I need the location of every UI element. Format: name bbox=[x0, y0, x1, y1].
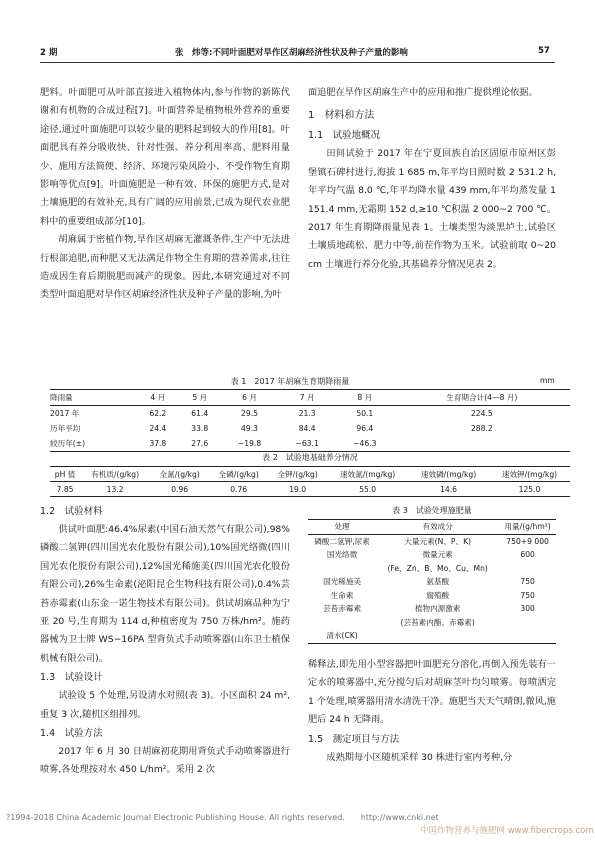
table-cell: 96.4 bbox=[356, 424, 374, 433]
table-cell bbox=[499, 562, 556, 576]
table-cell: 55.0 bbox=[359, 484, 377, 494]
table-header: 8 月 bbox=[357, 393, 373, 402]
table-header: 7 月 bbox=[299, 393, 315, 402]
table-row bbox=[308, 562, 556, 576]
table-row bbox=[50, 482, 570, 497]
table-header: 全磷/(g/kg) bbox=[218, 469, 259, 479]
right-column-upper bbox=[308, 84, 556, 274]
table-cell: 国光稀施美 bbox=[323, 577, 362, 587]
table-header: 有效成分 bbox=[422, 522, 453, 532]
soil-nutrient-table bbox=[50, 466, 570, 497]
table-cell: 300 bbox=[520, 604, 535, 614]
running-title: 张 炜等:不同叶面肥对旱作区胡麻经济性状及种子产量的影响 bbox=[175, 48, 408, 58]
table-cell: 125.0 bbox=[518, 484, 541, 494]
table-cell: 植物内源激素 bbox=[414, 604, 461, 614]
paragraph: 供试叶面肥:46.4%尿素(中国石油天然气有限公司),98%磷酸二氢钾(四川国光农化股份有限公司),10%国光络微(四川国光农化股份有限公司),12%国光稀施美(四川国光农化股份有限公司),26%生命素(泌阳昆仑生物科技有限公司),0.4%芸苔赤霉素(山东金一诺生物技术有限公司)。供试胡麻品种为宁亚 20 号,生育期为 114 d,种植密度为 750 万株/hm²。施药器械为卫士牌 WS−16PA 型背负式手动喷雾器(山东卫士植保机械有限公司)。 bbox=[40, 524, 290, 664]
table-header: 降雨量 bbox=[50, 393, 73, 402]
table-row bbox=[308, 548, 556, 562]
table-header: 速效氮/(mg/kg) bbox=[339, 469, 396, 479]
subsection-heading: 1.5 测定项目与方法 bbox=[308, 733, 400, 745]
table-cell bbox=[308, 562, 376, 576]
table-cell: 芸苔赤霉素 bbox=[323, 604, 362, 614]
table-cell: 微量元素 bbox=[422, 550, 453, 560]
section-heading: 1 材料和方法 bbox=[308, 110, 375, 122]
table-cell: 27.6 bbox=[191, 439, 209, 448]
treatment-table bbox=[308, 519, 556, 644]
table-cell: 84.4 bbox=[298, 424, 316, 433]
table1-unit: mm bbox=[540, 376, 555, 385]
copyright-footer: ?1994-2018 China Academic Journal Electronic Publishing House. All rights reserved. http://www.cnki.net bbox=[6, 813, 439, 822]
table-cell: 50.1 bbox=[356, 409, 374, 418]
table-cell: 氨基酸 bbox=[426, 577, 450, 587]
left-column-lower bbox=[40, 502, 290, 780]
table-cell: 600 bbox=[520, 550, 535, 560]
paragraph: 2017 年 6 月 30 日胡麻初花期用背负式手动喷雾器进行喷雾,各处理按对水 450 L/hm²。采用 2 次 bbox=[40, 746, 290, 776]
table-header: 用量/(g/hm²) bbox=[504, 522, 551, 532]
paragraph: 成熟期每小区随机采样 30 株进行室内考种,分 bbox=[326, 751, 513, 763]
table-cell: 24.4 bbox=[149, 424, 167, 433]
table-cell: 13.2 bbox=[106, 484, 124, 494]
table-header: 4 月 bbox=[150, 393, 166, 402]
table-cell: 0.76 bbox=[230, 484, 248, 494]
table-header: 速效磷/(mg/kg) bbox=[420, 469, 477, 479]
table-cell: (Fe、Zn、B、Mo、Cu、Mn) bbox=[387, 563, 488, 573]
table-cell: −19.8 bbox=[237, 439, 262, 448]
issue-number: 2 期 bbox=[40, 48, 58, 58]
table3-caption: 表 3 试验处理施肥量 bbox=[392, 506, 472, 515]
table-row bbox=[50, 421, 570, 436]
table-cell: −63.1 bbox=[295, 439, 319, 448]
table-cell: 62.2 bbox=[149, 409, 167, 418]
table-cell: 历年平均 bbox=[50, 424, 81, 433]
table-header: 生育期合计(4—8 月) bbox=[446, 393, 518, 402]
table-cell bbox=[376, 629, 499, 643]
table-cell: 2017 年 bbox=[50, 409, 80, 418]
table-cell: 7.85 bbox=[56, 484, 74, 494]
table-cell bbox=[308, 616, 376, 630]
subsection-heading: 1.1 试验地概况 bbox=[308, 130, 381, 142]
table-cell: (芸苔素内酯、赤霉素) bbox=[400, 617, 475, 627]
table-row bbox=[308, 629, 556, 643]
table-cell: 清水(CK) bbox=[326, 631, 358, 641]
paragraph: 田间试验于 2017 年在宁夏回族自治区固原市原州区彭堡镇石碑村进行,海拔 1 685 m,年平均日照时数 2 531.2 h,年平均气温 8.0 ℃,年平均降水量 439 mm,年平均蒸发量 1 151.4 mm,无霜期 152 d,≥10 ℃积温 2 000~2 700 ℃。2017 年生育期降雨量见表 1。土壤类型为淡黑垆土,试验区土壤质地疏松、肥力中等,前茬作物为玉米。试验前取 0~20 cm 土壤进行养分化验,其基础养分情况见表 2。 bbox=[308, 148, 556, 270]
table-cell: −46.3 bbox=[353, 439, 377, 448]
table-row bbox=[308, 616, 556, 630]
table-row bbox=[308, 534, 556, 548]
table-cell: 生命素 bbox=[330, 590, 354, 600]
subsection-heading: 1.2 试验材料 bbox=[40, 506, 103, 517]
table-header: pH 值 bbox=[54, 469, 76, 479]
paragraph: 胡麻属于密植作物,旱作区胡麻无灌溉条件,生产中无法进行根部追肥,而种肥又无法满足作物全生育期的营养需求,往往造成因生育后期脱肥而减产的现象。因此,本研究通过对不同类型叶面追肥对旱作区胡麻经济性状及种子产量的影响,为叶 bbox=[40, 234, 290, 301]
table-cell: 磷酸二氢钾,尿素 bbox=[314, 536, 370, 546]
table1-caption: 表 1 2017 年胡麻生育期降雨量 bbox=[230, 377, 350, 386]
table-cell bbox=[394, 436, 570, 452]
table-cell: 0.96 bbox=[171, 484, 189, 494]
table-cell: 腐殖酸 bbox=[426, 590, 450, 600]
table2-caption: 表 2 试验地基础养分情况 bbox=[262, 453, 358, 462]
paragraph: 肥料。叶面肥可从叶部直接进入植物体内,参与作物的新陈代谢和有机物的合成过程[7]。叶面营养是植物根外营养的重要途径,通过叶面施肥可以较少量的肥料起到较大的作用[8]。叶面肥具有养分吸收快、针对性强、养分利用率高、肥料用量少、施用方法简便、经济、环境污染风险小、不受作物生育期影响等优点[9]。叶面施肥是一种有效、环保的施肥方式,是对土壤施肥的有效补充,具有广阔的应用前景,已成为现代农业肥料中的重要组成部分[10]。 bbox=[40, 87, 290, 227]
table-cell: 750 bbox=[520, 577, 535, 587]
table-cell: 224.5 bbox=[470, 409, 493, 418]
table-cell bbox=[499, 616, 556, 630]
table-cell: 国光络微 bbox=[326, 550, 358, 560]
page-number: 57 bbox=[538, 46, 550, 56]
subsection-heading: 1.4 试验方法 bbox=[40, 728, 103, 740]
table-cell: 288.2 bbox=[470, 424, 493, 433]
header-rule bbox=[40, 62, 555, 63]
table-cell: 33.8 bbox=[191, 424, 209, 433]
table-cell: 750 bbox=[520, 590, 535, 600]
table-cell: 61.4 bbox=[191, 409, 209, 418]
table-cell: 14.6 bbox=[440, 484, 457, 494]
subsection-heading: 1.3 试验设计 bbox=[40, 672, 103, 684]
table-cell: 750+9 000 bbox=[506, 536, 549, 546]
table-header: 有机质/(g/kg) bbox=[91, 469, 140, 479]
table-cell: 较历年(±) bbox=[50, 439, 86, 448]
table-row bbox=[50, 436, 570, 452]
table-cell: 49.3 bbox=[241, 424, 258, 433]
right-column-lower bbox=[308, 656, 556, 767]
table-row bbox=[308, 575, 556, 589]
table-row bbox=[308, 602, 556, 616]
table-cell: 37.8 bbox=[149, 439, 167, 448]
table-header: 6 月 bbox=[242, 393, 257, 402]
table-cell: 21.3 bbox=[298, 409, 316, 418]
table-header: 全钾/(g/kg) bbox=[277, 469, 318, 479]
table-header: 速效钾/(mg/kg) bbox=[501, 469, 558, 479]
table-cell: 19.0 bbox=[289, 484, 307, 494]
table-header: 全氮/(g/kg) bbox=[159, 469, 200, 479]
rainfall-table bbox=[50, 389, 570, 452]
table-cell: 29.5 bbox=[241, 409, 258, 418]
table-header: 5 月 bbox=[192, 393, 208, 402]
table-header: 处理 bbox=[334, 522, 350, 532]
paragraph: 试验设 5 个处理,另设清水对照(表 3)。小区面积 24 m²,重复 3 次,随机区组排列。 bbox=[40, 690, 290, 720]
watermark: 中国作物营养与施肥网 www.fibercrops.com bbox=[420, 826, 594, 836]
paragraph: 面追肥在旱作区胡麻生产中的应用和推广提供理论依据。 bbox=[308, 87, 538, 98]
table-row bbox=[50, 406, 570, 422]
paragraph: 稀释法,即先用小型容器把叶面肥充分溶化,再倒入预先装有一定水的喷雾器中,充分搅匀后对胡麻茎叶均匀喷雾。每喷洒完 1 个处理,喷雾器用清水清洗干净。施肥当天天气晴朗,微风,施肥后 24 h 无降雨。 bbox=[308, 659, 556, 726]
table-row bbox=[308, 589, 556, 603]
left-column-upper bbox=[40, 84, 290, 305]
table-cell: 大量元素(N、P、K) bbox=[404, 536, 472, 546]
table-cell bbox=[499, 629, 556, 643]
